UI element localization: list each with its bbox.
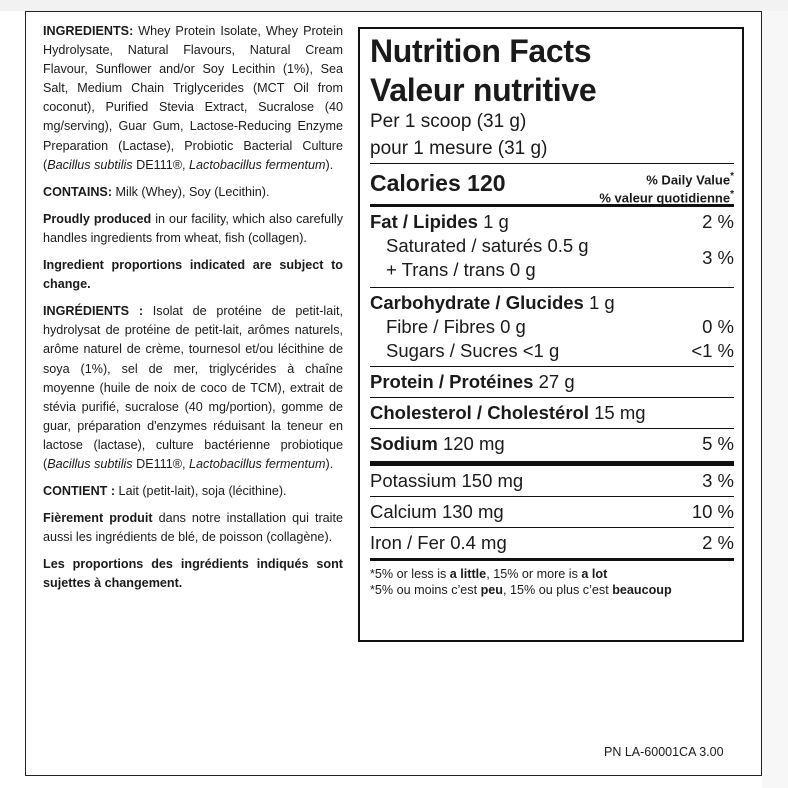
top-edge bbox=[0, 0, 788, 11]
fat-row bbox=[370, 210, 734, 234]
iron-block bbox=[370, 528, 734, 558]
footnote-fr-b: peu bbox=[480, 583, 503, 597]
potassium-dv: 3 % bbox=[702, 470, 734, 491]
fat-label-group bbox=[370, 210, 509, 234]
ingredients-label-en: INGREDIENTS: bbox=[43, 24, 134, 38]
proud-en bbox=[43, 210, 343, 248]
culture-1-fr: Bacillus subtilis bbox=[47, 456, 133, 471]
iron-dv: 2 % bbox=[702, 532, 734, 553]
footnote-en-d: a lot bbox=[581, 567, 608, 581]
proud-text-fr: dans notre installation qui traite aussi les ingrédients de blé, de poisson (collagène). bbox=[43, 511, 343, 545]
nutrition-facts-panel bbox=[358, 27, 744, 642]
part-number: PN LA-60001CA 3.00 bbox=[604, 745, 724, 759]
sodium-label-group bbox=[370, 432, 505, 456]
proud-label-en: Proudly produced bbox=[43, 211, 152, 226]
iron-row bbox=[370, 531, 734, 555]
carb-label: Carbohydrate / Glucides bbox=[370, 292, 584, 313]
saturated-trans-lines bbox=[370, 234, 589, 282]
proud-label-fr: Fièrement produit bbox=[43, 511, 153, 526]
proportions-text-fr: Les proportions des ingrédients indiqués sont sujettes à changement. bbox=[43, 557, 343, 591]
potassium-row bbox=[370, 469, 734, 493]
ingredients-label-fr: INGRÉDIENTS : bbox=[43, 304, 144, 319]
footnote-en-c: , 15% or more is bbox=[486, 567, 582, 581]
culture-1-en: Bacillus subtilis bbox=[47, 157, 133, 172]
left-edge bbox=[0, 11, 25, 788]
calcium-dv: 10 % bbox=[691, 501, 734, 522]
ingredients-fr bbox=[43, 302, 343, 474]
culture-1-strain-fr: DE111®, bbox=[132, 456, 190, 471]
sodium-dv: 5 % bbox=[702, 433, 734, 454]
dv-fr-asterisk: * bbox=[730, 189, 734, 201]
sodium-block bbox=[370, 429, 734, 459]
fibre-dv: 0 % bbox=[702, 316, 734, 337]
footnote bbox=[370, 566, 734, 598]
culture-2-en: Lactobacillus fermentum bbox=[189, 157, 326, 172]
nutrition-title-fr: Valeur nutritive bbox=[370, 72, 597, 108]
dv-en-line bbox=[599, 169, 734, 187]
protein-label-group bbox=[370, 370, 575, 394]
ingredients-column bbox=[43, 22, 343, 602]
potassium-block bbox=[370, 466, 734, 496]
protein-amount: 27 g bbox=[533, 371, 575, 392]
footnote-fr-d: beaucoup bbox=[612, 583, 672, 597]
contains-text-fr: Lait (petit-lait), soja (lécithine). bbox=[115, 484, 287, 499]
footnote-fr bbox=[370, 582, 734, 598]
daily-value-header bbox=[599, 169, 734, 206]
carb-amount: 1 g bbox=[583, 292, 615, 313]
footnote-en-b: a little bbox=[449, 567, 487, 581]
ingredients-text-en: Whey Protein Isolate, Whey Protein Hydrolysate, Natural Flavours, Natural Cream Flavour, Sunflower and/or Soy Lecithin (1%), Sea Salt, Medium Chain Triglycerides (MCT Oil from coconut), Purified Stevia Extract, Sucralose (40 mg/serving), Guar Gum, Lactose-Reducing Enzyme Preparation (Lactase), Probiotic Bacterial Culture ( bbox=[43, 24, 343, 172]
contains-fr bbox=[43, 482, 343, 501]
dv-fr-line bbox=[599, 187, 734, 205]
calcium-block bbox=[370, 497, 734, 527]
contains-label-fr: CONTIENT : bbox=[43, 484, 116, 499]
culture-1-strain-en: DE111®, bbox=[132, 157, 190, 172]
cholesterol-amount: 15 mg bbox=[588, 402, 646, 423]
calcium-label: Calcium 130 mg bbox=[370, 501, 504, 522]
cholesterol-label-group bbox=[370, 401, 646, 425]
footnote-en bbox=[370, 566, 734, 582]
fat-amount: 1 g bbox=[477, 211, 509, 232]
protein-block bbox=[370, 367, 734, 397]
fat-block bbox=[370, 207, 734, 287]
serving-size-fr: pour 1 mesure (31 g) bbox=[370, 138, 548, 159]
protein-row bbox=[370, 370, 734, 394]
potassium-label: Potassium 150 mg bbox=[370, 470, 524, 491]
cholesterol-label: Cholesterol / Cholestérol bbox=[370, 402, 589, 423]
calories-label: Calories 120 bbox=[370, 170, 506, 196]
proud-text-en: in our facility, which also carefully handles ingredients from wheat, fish (collagen). bbox=[43, 211, 343, 245]
proportions-en bbox=[43, 256, 343, 294]
fibre-label: Fibre / Fibres 0 g bbox=[386, 316, 526, 337]
fat-label: Fat / Lipides bbox=[370, 211, 478, 232]
sodium-amount: 120 mg bbox=[437, 433, 505, 454]
contains-label-en: CONTAINS: bbox=[43, 184, 113, 199]
cholesterol-row bbox=[370, 401, 734, 425]
cholesterol-block bbox=[370, 398, 734, 428]
culture-2-fr: Lactobacillus fermentum bbox=[189, 456, 326, 471]
rule-iron bbox=[370, 558, 734, 561]
saturated-trans-dv: 3 % bbox=[702, 247, 734, 268]
calcium-row bbox=[370, 500, 734, 524]
culture-end-en: ). bbox=[325, 157, 334, 172]
contains-text-en: Milk (Whey), Soy (Lecithin). bbox=[112, 184, 270, 199]
ingredients-text-fr: Isolat de protéine de petit-lait, hydrolysat de protéine de petit-lait, arômes naturels, arôme naturel de crème, tournesol et/ou lécithine de soya (1%), sel de mer, triglycérides à chaîne moyenne (huile de noix de coco de TCM), extrait de stévia purifié, sucralose (40 mg/portion), gomme de guar, préparation d'enzymes réduisant la teneur en lactose (lactase), culture bactérienne probiotique ( bbox=[43, 304, 343, 471]
dv-en: % Daily Value bbox=[646, 172, 731, 188]
proportions-text-en: Ingredient proportions indicated are subject to change. bbox=[43, 258, 343, 292]
ingredients-en bbox=[43, 22, 343, 175]
carb-block bbox=[370, 288, 734, 366]
nutrition-title-en: Nutrition Facts bbox=[370, 33, 592, 69]
carb-label-group bbox=[370, 291, 615, 315]
footnote-fr-c: , 15% ou plus c’est bbox=[503, 583, 613, 597]
iron-label: Iron / Fer 0.4 mg bbox=[370, 532, 507, 553]
footnote-fr-a: *5% ou moins c’est bbox=[370, 583, 481, 597]
proud-fr bbox=[43, 509, 343, 547]
right-edge bbox=[762, 11, 788, 788]
protein-label: Protein / Protéines bbox=[370, 371, 534, 392]
sugars-row bbox=[370, 339, 734, 363]
sodium-row bbox=[370, 432, 734, 456]
proportions-fr bbox=[43, 555, 343, 593]
trans-fat: + Trans / trans 0 g bbox=[386, 259, 536, 280]
saturated-trans-group bbox=[370, 234, 734, 282]
calories-row bbox=[370, 164, 734, 204]
sugars-label: Sugars / Sucres <1 g bbox=[386, 340, 560, 361]
sodium-label: Sodium bbox=[370, 433, 438, 454]
contains-en bbox=[43, 183, 343, 202]
fibre-row bbox=[370, 315, 734, 339]
dv-fr: % valeur quotidienne bbox=[599, 190, 731, 206]
culture-end-fr: ). bbox=[325, 456, 334, 471]
serving-size-en: Per 1 scoop (31 g) bbox=[370, 111, 527, 132]
sugars-dv: <1 % bbox=[691, 340, 734, 361]
fat-dv: 2 % bbox=[702, 211, 734, 232]
footnote-en-a: *5% or less is bbox=[370, 567, 450, 581]
saturated-fat: Saturated / saturés 0.5 g bbox=[386, 235, 589, 256]
dv-en-asterisk: * bbox=[730, 171, 734, 182]
carb-row bbox=[370, 291, 734, 315]
